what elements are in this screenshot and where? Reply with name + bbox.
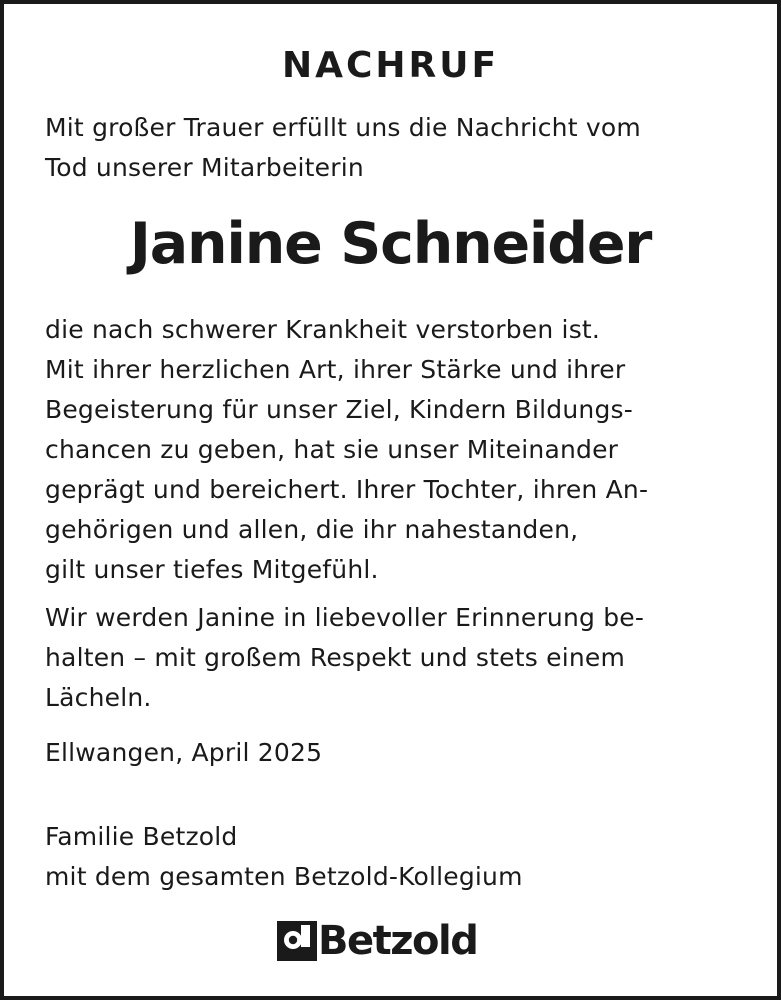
deceased-name: Janine Schneider: [129, 211, 652, 277]
company-logo: [277, 916, 477, 966]
place-date-text: Ellwangen, April 2025: [45, 738, 323, 767]
closing-line: Wir werden Janine in liebevoller Erinnerung be-: [45, 603, 645, 632]
betzold-logo-mark-icon: [277, 921, 317, 961]
closing-text: [45, 598, 644, 718]
body-line: chancen zu geben, hat sie unser Miteinander: [45, 435, 619, 464]
closing-line: halten – mit großem Respekt und stets einem: [45, 643, 626, 672]
signature-line: mit dem gesamten Betzold-Kollegium: [45, 862, 523, 891]
intro-line: Mit großer Trauer erfüllt uns die Nachricht vom: [45, 113, 641, 142]
notice-heading: NACHRUF: [281, 45, 500, 86]
body-text: [45, 310, 648, 590]
body-line: geprägt und bereichert. Ihrer Tochter, ihren An-: [45, 475, 649, 504]
signature: [45, 817, 523, 897]
intro-text: [45, 108, 641, 188]
signature-line: Familie Betzold: [45, 822, 238, 851]
body-line: gilt unser tiefes Mitgefühl.: [45, 555, 379, 584]
place-date: [45, 733, 322, 773]
body-line: Begeisterung für unser Ziel, Kindern Bildungs-: [45, 395, 633, 424]
closing-line: Lächeln.: [45, 683, 152, 712]
body-line: die nach schwerer Krankheit verstorben ist.: [45, 315, 601, 344]
intro-line: Tod unserer Mitarbeiterin: [45, 153, 364, 182]
logo-wordmark: Betzold: [318, 918, 478, 964]
body-line: gehörigen und allen, die ihr nahestanden,: [45, 515, 579, 544]
body-line: Mit ihrer herzlichen Art, ihrer Stärke und ihrer: [45, 355, 626, 384]
